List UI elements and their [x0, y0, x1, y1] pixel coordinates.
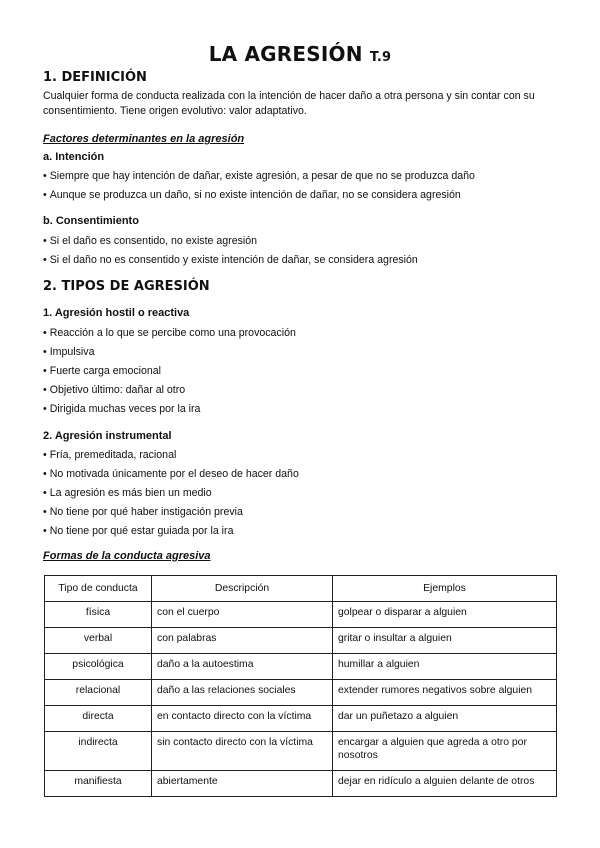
list-item: • Dirigida muchas veces por la ira [43, 403, 200, 415]
table-row [45, 628, 557, 654]
list-item: • Fuerte carga emocional [43, 365, 161, 377]
cell-tipo: psicológica [45, 654, 152, 680]
cell-tipo: verbal [45, 628, 152, 654]
cell-tipo: indirecta [45, 732, 152, 771]
list-item: • Reacción a lo que se percibe como una provocación [43, 327, 296, 339]
column-header-descripcion: Descripción [152, 576, 333, 602]
formas-table [44, 575, 557, 797]
cell-tipo: manifiesta [45, 771, 152, 797]
list-item: • No motivada únicamente por el deseo de hacer daño [43, 468, 299, 480]
instrumental-label: 2. Agresión instrumental [43, 430, 172, 442]
list-item: • No tiene por qué estar guiada por la ira [43, 525, 233, 537]
tipos-heading: 2. TIPOS DE AGRESIÓN [43, 279, 210, 294]
table-row [45, 654, 557, 680]
table-row [45, 680, 557, 706]
cell-descripcion: sin contacto directo con la víctima [152, 732, 333, 771]
cell-ejemplos: encargar a alguien que agreda a otro por nosotros [333, 732, 557, 771]
column-header-tipo: Tipo de conducta [45, 576, 152, 602]
definicion-text: Cualquier forma de conducta realizada con la intención de hacer daño a otra persona y sin contar con su consentimiento. Tiene origen evolutivo: valor adaptativo. [43, 90, 535, 117]
list-item: • Si el daño es consentido, no existe agresión [43, 235, 257, 247]
cell-ejemplos: dejar en ridículo a alguien delante de otros [333, 771, 557, 797]
formas-heading: Formas de la conducta agresiva [43, 550, 211, 562]
cell-ejemplos: extender rumores negativos sobre alguien [333, 680, 557, 706]
cell-ejemplos: gritar o insultar a alguien [333, 628, 557, 654]
consentimiento-label: b. Consentimiento [43, 215, 139, 227]
cell-ejemplos: golpear o disparar a alguien [333, 602, 557, 628]
table-row [45, 602, 557, 628]
cell-ejemplos: humillar a alguien [333, 654, 557, 680]
cell-descripcion: en contacto directo con la víctima [152, 706, 333, 732]
page-title [0, 42, 600, 66]
table-row [45, 732, 557, 771]
hostil-label: 1. Agresión hostil o reactiva [43, 307, 190, 319]
cell-ejemplos: dar un puñetazo a alguien [333, 706, 557, 732]
table-row [45, 771, 557, 797]
cell-descripcion: con el cuerpo [152, 602, 333, 628]
list-item: • Impulsiva [43, 346, 94, 358]
column-header-ejemplos: Ejemplos [333, 576, 557, 602]
title-suffix: T.9 [369, 50, 392, 65]
list-item: • Siempre que hay intención de dañar, existe agresión, a pesar de que no se produzca daño [43, 170, 475, 182]
list-item: • Objetivo último: dañar al otro [43, 384, 185, 396]
cell-tipo: directa [45, 706, 152, 732]
list-item: • No tiene por qué haber instigación previa [43, 506, 243, 518]
cell-descripcion: daño a las relaciones sociales [152, 680, 333, 706]
list-item: • Fría, premeditada, racional [43, 449, 176, 461]
cell-descripcion: con palabras [152, 628, 333, 654]
intencion-label: a. Intención [43, 151, 105, 163]
table-header-row [45, 576, 557, 602]
title-main: LA AGRESIÓN [208, 42, 363, 66]
table-row [45, 706, 557, 732]
cell-tipo: relacional [45, 680, 152, 706]
list-item: • La agresión es más bien un medio [43, 487, 212, 499]
list-item: • Si el daño no es consentido y existe intención de dañar, se considera agresión [43, 254, 418, 266]
definicion-heading: 1. DEFINICIÓN [43, 70, 147, 85]
factores-heading: Factores determinantes en la agresión [43, 133, 245, 145]
cell-descripcion: abiertamente [152, 771, 333, 797]
list-item: • Aunque se produzca un daño, si no existe intención de dañar, no se considera agresión [43, 189, 461, 201]
cell-descripcion: daño a la autoestima [152, 654, 333, 680]
cell-tipo: física [45, 602, 152, 628]
